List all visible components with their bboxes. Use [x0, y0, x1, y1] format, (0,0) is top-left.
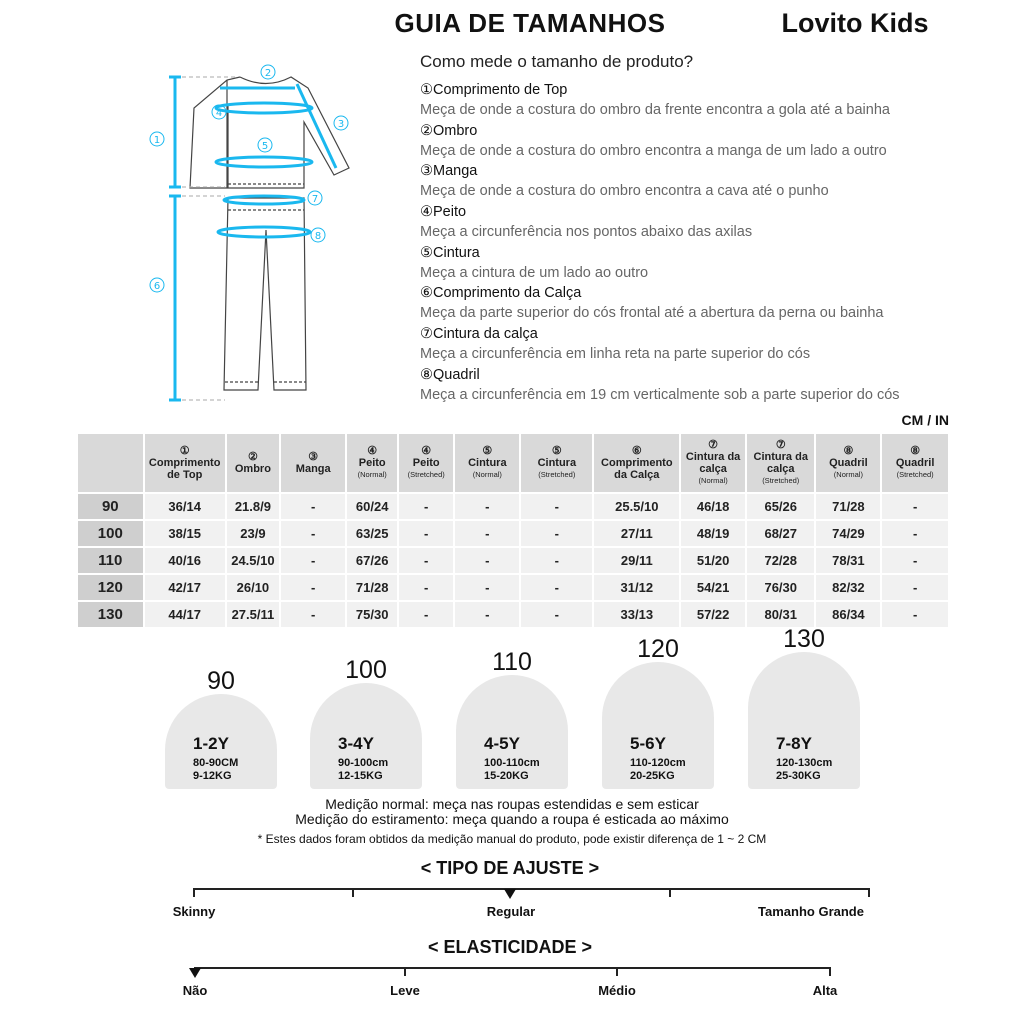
svg-text:3: 3: [337, 119, 345, 130]
height-range: 100-110cm: [484, 757, 540, 769]
age-range: 5-6Y: [630, 734, 666, 753]
table-cell: 71/28: [816, 494, 880, 519]
column-header: ④ Peito (Normal): [347, 434, 397, 492]
size-dome: [456, 675, 568, 789]
fit-tick: [669, 888, 671, 897]
weight-range: 9-12KG: [193, 770, 232, 782]
table-cell: 82/32: [816, 575, 880, 600]
svg-text:4: 4: [215, 108, 223, 119]
measurement-item: ⑤Cintura Meça a cintura de um lado ao outro: [420, 245, 649, 281]
garment-diagram: [140, 60, 370, 410]
elasticity-scale: [194, 967, 831, 969]
height-range: 90-100cm: [338, 757, 389, 769]
note-normal: Medição normal: meça nas roupas estendidas e sem esticar: [325, 796, 699, 812]
fit-label-large: Tamanho Grande: [758, 904, 864, 919]
table-cell: -: [281, 602, 345, 627]
table-cell: 25.5/10: [594, 494, 679, 519]
table-cell: 65/26: [747, 494, 814, 519]
table-row: [78, 602, 948, 627]
table-row: [78, 494, 948, 519]
table-cell: 54/21: [681, 575, 745, 600]
size-dome: [310, 683, 422, 789]
table-cell: -: [521, 521, 592, 546]
height-range: 120-130cm: [776, 757, 833, 769]
column-header: ⑤ Cintura (Normal): [455, 434, 519, 492]
column-header: ⑥ Comprimento da Calça: [594, 434, 679, 492]
table-cell: 67/26: [347, 548, 397, 573]
size-number: 110: [492, 648, 532, 676]
table-cell: 29/11: [594, 548, 679, 573]
elasticity-label: Médio: [598, 983, 636, 998]
column-header: ④ Peito (Stretched): [399, 434, 453, 492]
table-cell: 42/17: [145, 575, 225, 600]
brand-logo: Lovito Kids: [781, 8, 929, 38]
elasticity-tick: [829, 967, 831, 976]
table-cell: 76/30: [747, 575, 814, 600]
disclaimer: * Estes dados foram obtidos da medição manual do produto, pode existir diferença de 1 ~ 2 CM: [257, 832, 767, 846]
measurement-item: ④Peito Meça a circunferência nos pontos abaixo das axilas: [420, 204, 753, 240]
table-cell: 78/31: [816, 548, 880, 573]
size-label: 130: [78, 602, 143, 627]
svg-text:2: 2: [264, 68, 272, 79]
table-cell: 33/13: [594, 602, 679, 627]
column-header: ⑦ Cintura da calça (Normal): [681, 434, 745, 492]
fit-tick: [868, 888, 870, 897]
measurement-item: ②Ombro Meça de onde a costura do ombro encontra a manga de um lado a outro: [420, 123, 887, 159]
table-cell: 51/20: [681, 548, 745, 573]
table-cell: -: [455, 521, 519, 546]
size-label: 120: [78, 575, 143, 600]
fit-tick: [193, 888, 195, 897]
size-number: 90: [207, 667, 235, 695]
table-row: [78, 521, 948, 546]
fit-scale: [194, 888, 870, 890]
age-range: 3-4Y: [338, 734, 374, 753]
table-cell: 72/28: [747, 548, 814, 573]
fit-title: < TIPO DE AJUSTE >: [420, 858, 600, 878]
size-label: 110: [78, 548, 143, 573]
column-header: ② Ombro: [227, 434, 279, 492]
size-label: 90: [78, 494, 143, 519]
table-cell: -: [521, 575, 592, 600]
measurement-item: ⑥Comprimento da Calça Meça da parte superior do cós frontal até a abertura da perna ou bainha: [420, 285, 884, 321]
size-dome: [602, 662, 714, 789]
table-cell: -: [882, 602, 948, 627]
table-cell: 80/31: [747, 602, 814, 627]
table-cell: 57/22: [681, 602, 745, 627]
table-cell: -: [399, 602, 453, 627]
elasticity-label: Alta: [812, 983, 838, 998]
table-cell: 38/15: [145, 521, 225, 546]
elasticity-selected-marker-icon: [189, 968, 201, 978]
table-cell: -: [399, 548, 453, 573]
table-cell: 44/17: [145, 602, 225, 627]
weight-range: 20-25KG: [630, 770, 675, 782]
elasticity-label: Não: [182, 983, 208, 998]
table-cell: -: [521, 548, 592, 573]
elasticity-title: < ELASTICIDADE >: [427, 937, 593, 957]
measurement-item: ⑧Quadril Meça a circunferência em 19 cm verticalmente sob a parte superior do cós: [420, 367, 900, 403]
table-cell: -: [521, 602, 592, 627]
size-number: 100: [345, 656, 387, 684]
fit-tick: [352, 888, 354, 897]
table-cell: 86/34: [816, 602, 880, 627]
table-cell: -: [281, 548, 345, 573]
measurement-item: ③Manga Meça de onde a costura do ombro encontra a cava até o punho: [420, 163, 829, 199]
table-cell: 24.5/10: [227, 548, 279, 573]
svg-text:6: 6: [153, 281, 161, 292]
table-cell: 63/25: [347, 521, 397, 546]
size-dome: [165, 694, 277, 789]
table-cell: 60/24: [347, 494, 397, 519]
table-cell: 75/30: [347, 602, 397, 627]
note-stretch: Medição do estiramento: meça quando a roupa é esticada ao máximo: [295, 811, 729, 827]
size-number: 130: [783, 625, 825, 653]
corner-cell: [78, 434, 143, 492]
table-cell: -: [521, 494, 592, 519]
table-cell: 23/9: [227, 521, 279, 546]
table-cell: 27/11: [594, 521, 679, 546]
table-cell: 48/19: [681, 521, 745, 546]
table-cell: -: [399, 521, 453, 546]
size-label: 100: [78, 521, 143, 546]
elasticity-tick: [616, 967, 618, 976]
table-cell: 31/12: [594, 575, 679, 600]
table-cell: 68/27: [747, 521, 814, 546]
table-cell: -: [281, 494, 345, 519]
table-row: [78, 548, 948, 573]
column-header: ⑦ Cintura da calça (Stretched): [747, 434, 814, 492]
size-number: 120: [637, 635, 679, 663]
fit-selected-marker-icon: [504, 889, 516, 899]
column-header: ⑧ Quadril (Normal): [816, 434, 880, 492]
how-to-measure-heading: Como mede o tamanho de produto?: [420, 52, 694, 71]
height-range: 80-90CM: [193, 757, 239, 769]
unit-label: CM / IN: [901, 412, 949, 428]
height-range: 110-120cm: [630, 757, 686, 769]
weight-range: 15-20KG: [484, 770, 529, 782]
column-header: ③ Manga: [281, 434, 345, 492]
table-cell: -: [882, 575, 948, 600]
column-header: ① Comprimento de Top: [145, 434, 225, 492]
table-cell: -: [455, 548, 519, 573]
size-dome: [748, 652, 860, 789]
weight-range: 25-30KG: [776, 770, 821, 782]
table-cell: -: [455, 494, 519, 519]
table-cell: -: [455, 575, 519, 600]
table-cell: 71/28: [347, 575, 397, 600]
age-range: 7-8Y: [776, 734, 812, 753]
table-cell: 36/14: [145, 494, 225, 519]
table-cell: 74/29: [816, 521, 880, 546]
column-header: ⑧ Quadril (Stretched): [882, 434, 948, 492]
age-range: 4-5Y: [484, 734, 520, 753]
table-cell: -: [882, 548, 948, 573]
weight-range: 12-15KG: [338, 770, 383, 782]
table-cell: 21.8/9: [227, 494, 279, 519]
svg-text:8: 8: [314, 231, 322, 242]
table-cell: -: [399, 575, 453, 600]
table-cell: 46/18: [681, 494, 745, 519]
svg-text:1: 1: [153, 135, 161, 146]
svg-text:5: 5: [261, 141, 269, 152]
measurement-item: ⑦Cintura da calça Meça a circunferência em linha reta na parte superior do cós: [420, 326, 811, 362]
table-cell: 27.5/11: [227, 602, 279, 627]
measurement-item: ①Comprimento de Top Meça de onde a costura do ombro da frente encontra a gola até a bainha: [420, 82, 890, 118]
table-cell: 40/16: [145, 548, 225, 573]
table-cell: -: [281, 575, 345, 600]
age-range: 1-2Y: [193, 734, 229, 753]
table-cell: -: [281, 521, 345, 546]
page-title: GUIA DE TAMANHOS: [394, 8, 666, 38]
table-cell: 26/10: [227, 575, 279, 600]
table-row: [78, 575, 948, 600]
column-header: ⑤ Cintura (Stretched): [521, 434, 592, 492]
elasticity-label: Leve: [390, 983, 420, 998]
table-cell: -: [882, 494, 948, 519]
size-table: [76, 432, 950, 629]
table-cell: -: [455, 602, 519, 627]
table-cell: -: [882, 521, 948, 546]
fit-label-regular: Regular: [486, 904, 536, 919]
svg-text:7: 7: [311, 194, 319, 205]
table-cell: -: [399, 494, 453, 519]
elasticity-tick: [404, 967, 406, 976]
fit-label-skinny: Skinny: [172, 904, 216, 919]
